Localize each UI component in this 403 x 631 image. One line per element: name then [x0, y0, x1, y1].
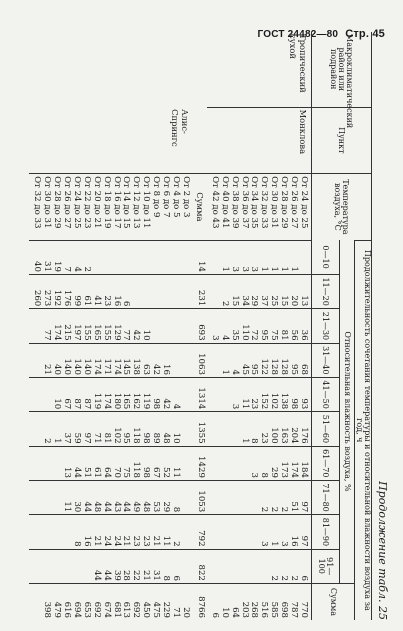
humidity-range: 81—90: [312, 515, 340, 549]
total-cell: 14: [193, 240, 207, 274]
value-cell: 97 51 2 2 2: [207, 480, 312, 514]
value-cell: 11 52 67 98 118 75 70 64 61 51 44 13: [29, 446, 193, 480]
value-cell: 6 2 2 2: [207, 549, 312, 583]
data-table: [29, 32, 372, 620]
value-cell: 36 56 81 75 95 72 110 35 4 3: [207, 309, 312, 343]
total-cell: 1429: [193, 446, 207, 480]
rotated-table-area: [34, 32, 394, 620]
grand-total-cell: 8766: [193, 583, 207, 620]
value-cell: 13 20 15 25 37 29 34 15 2: [207, 274, 312, 308]
header-sum: Сумма: [312, 583, 355, 620]
humidity-range: 91—100: [312, 549, 340, 583]
temp-ranges: От 24 до 25 От 26 до 27 От 28 до 29 От 30 до 31 От 32 до 33 От 34 до 35 От 36 до 37 От 38 до 39 От 40 до 41 От 42 до 43: [207, 174, 312, 241]
gost-number: ГОСТ 24482—80: [257, 29, 339, 40]
header-region: Макроклиматический район или подрайон: [312, 32, 372, 107]
value-cell: 8 29 53 48 49 44 43 44 48 44 30 11: [29, 480, 193, 514]
value-cell: 176 204 163 100 23 8 1: [207, 412, 312, 446]
header-main: Продолжительность сочетания температуры и относительной влажности воздуха за год, ч: [355, 240, 372, 620]
point-cell: Алис-Спрингс: [169, 109, 190, 147]
humidity-range: 31—40: [312, 343, 340, 377]
value-cell: 2 4 7 19 31 40: [29, 240, 193, 274]
value-cell: 1 1 1 1 3 3 3 1: [207, 240, 312, 274]
total-cell: 1355: [193, 412, 207, 446]
region-cell: Тропический сухой: [288, 34, 308, 93]
value-cell: 184 174 173 29 8 3: [207, 446, 312, 480]
empty-cell: [193, 107, 207, 174]
value-cell: 68 95 128 128 122 95 45 4 1: [207, 343, 312, 377]
value-cell: 4 42 98 119 162 165 180 174 119 87 87 67 10: [29, 377, 193, 411]
header-row-1: [355, 32, 372, 620]
value-cell: 97 16 3 1 3: [207, 515, 312, 549]
header-humidity: Относительная влажность воздуха, %: [340, 240, 355, 583]
value-cell: 10 42 77 129 155 165 155 197 215 174 77: [29, 309, 193, 343]
table-continuation-caption: Продолжение табл. 25: [376, 481, 389, 620]
total-cell: 822: [193, 549, 207, 583]
totals-label: Сумма: [193, 174, 207, 241]
header-temp: Температура воздуха, °С: [312, 174, 372, 241]
value-cell: 93 98 138 102 152 23 11 3: [207, 377, 312, 411]
sum-cell: 20 71 229 475 450 692 613 681 674 692 653 694 616 479 398: [29, 583, 193, 620]
value-cell: 2 11 21 23 23 21 24 24 21 16 8: [29, 515, 193, 549]
humidity-range: 21—30: [312, 309, 340, 343]
humidity-range: 11—20: [312, 274, 340, 308]
humidity-range: 51—60: [312, 412, 340, 446]
total-cell: 792: [193, 515, 207, 549]
total-cell: 1063: [193, 343, 207, 377]
point-cell: Монклова: [207, 107, 312, 174]
header-point: Пункт: [312, 107, 372, 174]
table-row-totals: [193, 32, 207, 620]
total-cell: 231: [193, 274, 207, 308]
total-cell: 1314: [193, 377, 207, 411]
humidity-range: 41—50: [312, 377, 340, 411]
table-row-block1: [207, 32, 312, 620]
value-cell: 16 42 63 138 145 174 171 174 140 140 140 40 21: [29, 343, 193, 377]
sum-cell: 770 787 698 585 516 268 203 64 10 6: [207, 583, 312, 620]
value-cell: 6 16 23 41 61 99 176 192 273 260: [29, 274, 193, 308]
humidity-range: 71—80: [312, 480, 340, 514]
total-cell: 1053: [193, 480, 207, 514]
total-cell: 693: [193, 309, 207, 343]
page-number: Стр. 45: [345, 28, 385, 40]
table-row-block2: [29, 32, 193, 620]
temp-ranges: От 2 до 3 От 4 до 5 От 6 до 7 От 8 до 9 От 10 до 11 От 12 до 13 От 14 до 15 От 16 до 17 От 18 до 19 От 20 до 21 От 22 до 23 От 24 до 25 От 26 до 27 От 28 до 29 От 30 до 31 От 32 до 33: [29, 174, 193, 241]
humidity-range: 0—10: [312, 240, 340, 274]
value-cell: 6 8 31 21 22 28 39 44 44: [29, 549, 193, 583]
humidity-range: 61—70: [312, 446, 340, 480]
value-cell: 10 48 89 98 118 95 102 81 71 97 59 37 1 2: [29, 412, 193, 446]
